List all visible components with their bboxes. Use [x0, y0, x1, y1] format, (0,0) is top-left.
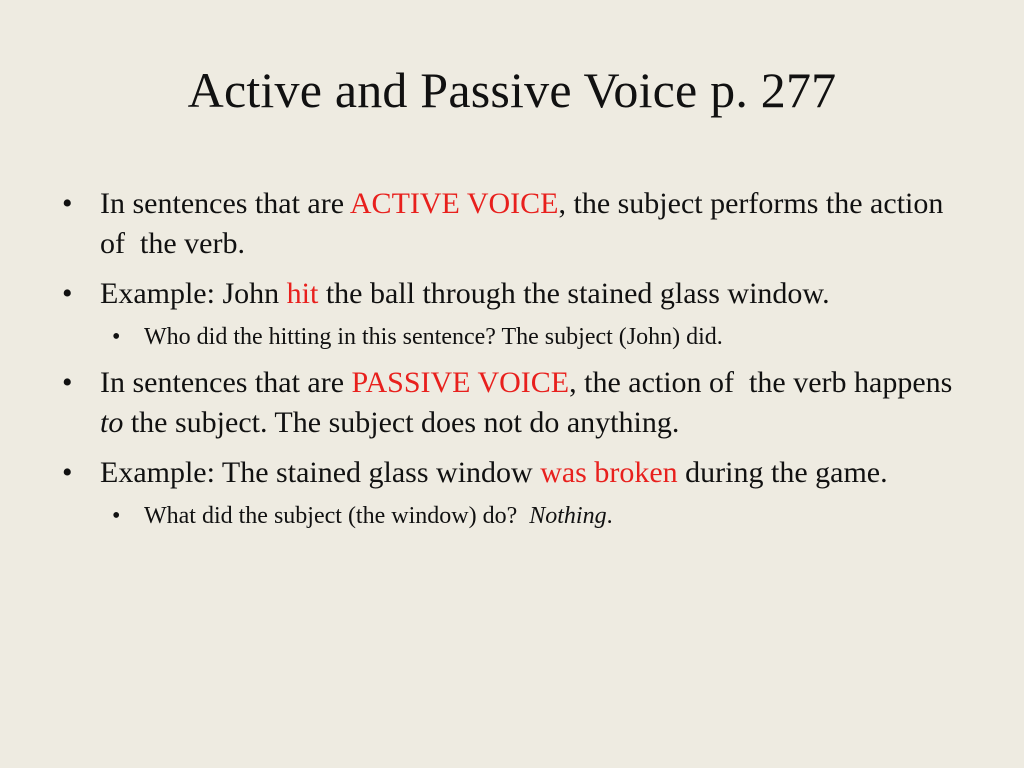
bullet-active-voice-definition	[62, 184, 967, 264]
bullet-passive-example	[62, 453, 967, 493]
bullet-text: , the subject performs the action of the verb.	[100, 187, 944, 260]
sub-bullet-passive-question	[112, 500, 967, 532]
active-voice-term: ACTIVE VOICE	[349, 187, 559, 220]
bullet-text: Example: The stained glass window	[100, 456, 541, 489]
bullet-text: In sentences that are	[100, 187, 350, 220]
sub-bullet-text: What did the subject (the window) do?	[144, 503, 530, 529]
slide-title: Active and Passive Voice p. 277	[187, 62, 837, 118]
bullet-text: , the action of the verb happens	[569, 366, 953, 399]
emphasis-nothing: Nothing	[529, 503, 607, 529]
bullet-text: during the game.	[677, 456, 888, 489]
bullet-text: the subject. The subject does not do anything.	[123, 406, 680, 439]
bullet-active-example	[62, 274, 967, 314]
passive-verb-highlight: was broken	[540, 456, 678, 489]
bullet-text: the ball through the stained glass window.	[318, 277, 830, 310]
bullet-passive-voice-definition	[62, 363, 967, 443]
sub-bullet-active-question	[112, 321, 967, 353]
active-verb-highlight: hit	[286, 277, 319, 310]
passive-voice-term: PASSIVE VOICE	[351, 366, 570, 399]
bullet-list	[62, 184, 967, 542]
emphasis-to: to	[100, 406, 124, 439]
sub-bullet-text: Who did the hitting in this sentence? The subject (John) did.	[144, 324, 723, 350]
bullet-text: In sentences that are	[100, 366, 352, 399]
bullet-text: Example: John	[100, 277, 287, 310]
sub-bullet-text: .	[606, 503, 613, 529]
